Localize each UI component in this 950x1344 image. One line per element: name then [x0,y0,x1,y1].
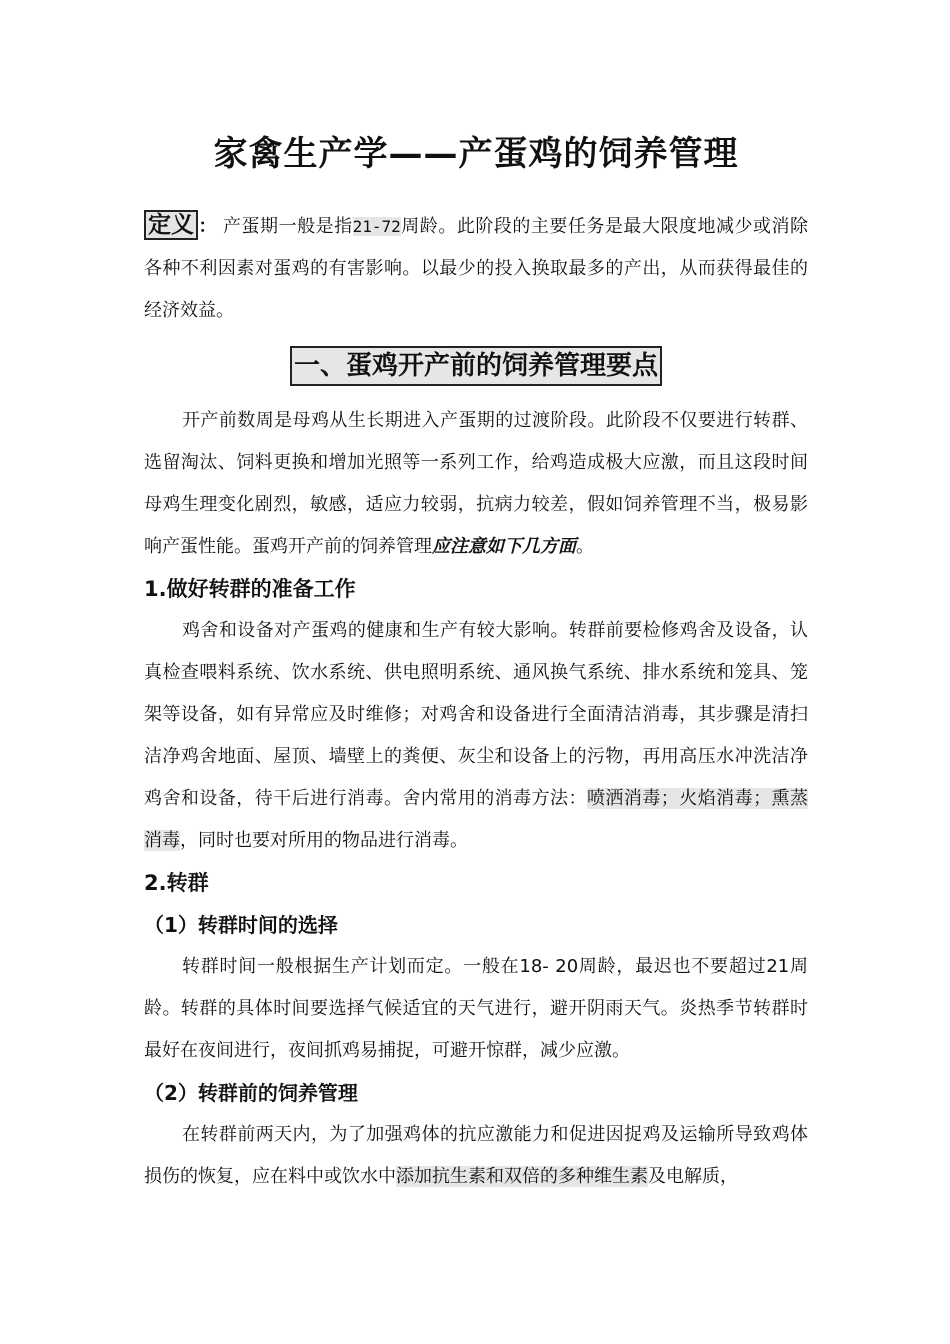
definition-colon: ： [198,216,218,237]
item-1-paragraph [144,610,808,862]
section-1-heading-wrap [144,346,808,386]
section-1-intro-end: 。 [576,536,594,557]
document-title: 家禽生产学——产蛋鸡的饲养管理 [213,134,739,174]
definition-range: 21-72 [352,217,401,236]
definition-text-after: 周龄。此阶段的主要任务是最大限度地减少或消除各种不利因素对蛋鸡的有害影响。以最少的投入换取最多的产出，从而获得最佳的经济效益。 [144,216,809,321]
item-1-text-before: 鸡舍和设备对产蛋鸡的健康和生产有较大影响。转群前要检修鸡舍及设备，认真检查喂料系统、饮水系统、供电照明系统、通风换气系统、排水系统和笼具、笼架等设备，如有异常应及时维修；对鸡舍和设备进行全面清洁消毒，其步骤是清扫洁净鸡舍地面、屋顶、墙壁上的粪便、灰尘和设备上的污物，再用高压水冲洗洁净鸡舍和设备，待干后进行消毒。舍内常用的消毒方法： [144,620,808,809]
section-1-intro-emphasis: 应注意如下几方面 [432,536,576,557]
document-page [144,100,808,1198]
definition-paragraph [144,206,808,332]
definition-text-before: 产蛋期一般是指 [223,216,353,237]
item-2-sub-1-paragraph: 转群时间一般根据生产计划而定。一般在18- 20周龄，最迟也不要超过21周龄。转群的具体时间要选择气候适宜的天气进行，避开阴雨天气。炎热季节转群时最好在夜间进行，夜间抓鸡易捕捉，可避开惊群，减少应激。 [144,956,808,1061]
item-1-heading: 1.做好转群的准备工作 [144,577,356,601]
item-1-highlight: 喷洒消毒；火焰消毒；熏蒸消毒 [144,788,808,851]
item-2-sub-2-text-after: 及电解质， [648,1166,738,1187]
definition-label: 定义 [144,210,198,240]
section-1-intro-text: 开产前数周是母鸡从生长期进入产蛋期的过渡阶段。此阶段不仅要进行转群、选留淘汰、饲料更换和增加光照等一系列工作，给鸡造成极大应激，而且这段时间母鸡生理变化剧烈，敏感，适应力较弱，抗病力较差，假如饲养管理不当，极易影响产蛋性能。蛋鸡开产前的饲养管理 [144,410,808,557]
item-2-sub-2-highlight: 添加抗生素和双倍的多种维生素 [396,1166,648,1187]
item-2-sub-1-heading: （1）转群时间的选择 [144,913,338,937]
item-2-heading: 2.转群 [144,871,209,895]
item-2-sub-2-heading: （2）转群前的饲养管理 [144,1081,358,1105]
item-2-sub-2-paragraph [144,1114,808,1198]
item-1-text-after: ，同时也要对所用的物品进行消毒。 [180,830,468,851]
item-2-sub-2-text-before: 在转群前两天内，为了加强鸡体的抗应激能力和促进因捉鸡及运输所导致鸡体损伤的恢复，应在料中或饮水中 [144,1124,808,1187]
section-1-intro [144,400,808,568]
section-1-heading: 一、蛋鸡开产前的饲养管理要点 [290,346,662,386]
